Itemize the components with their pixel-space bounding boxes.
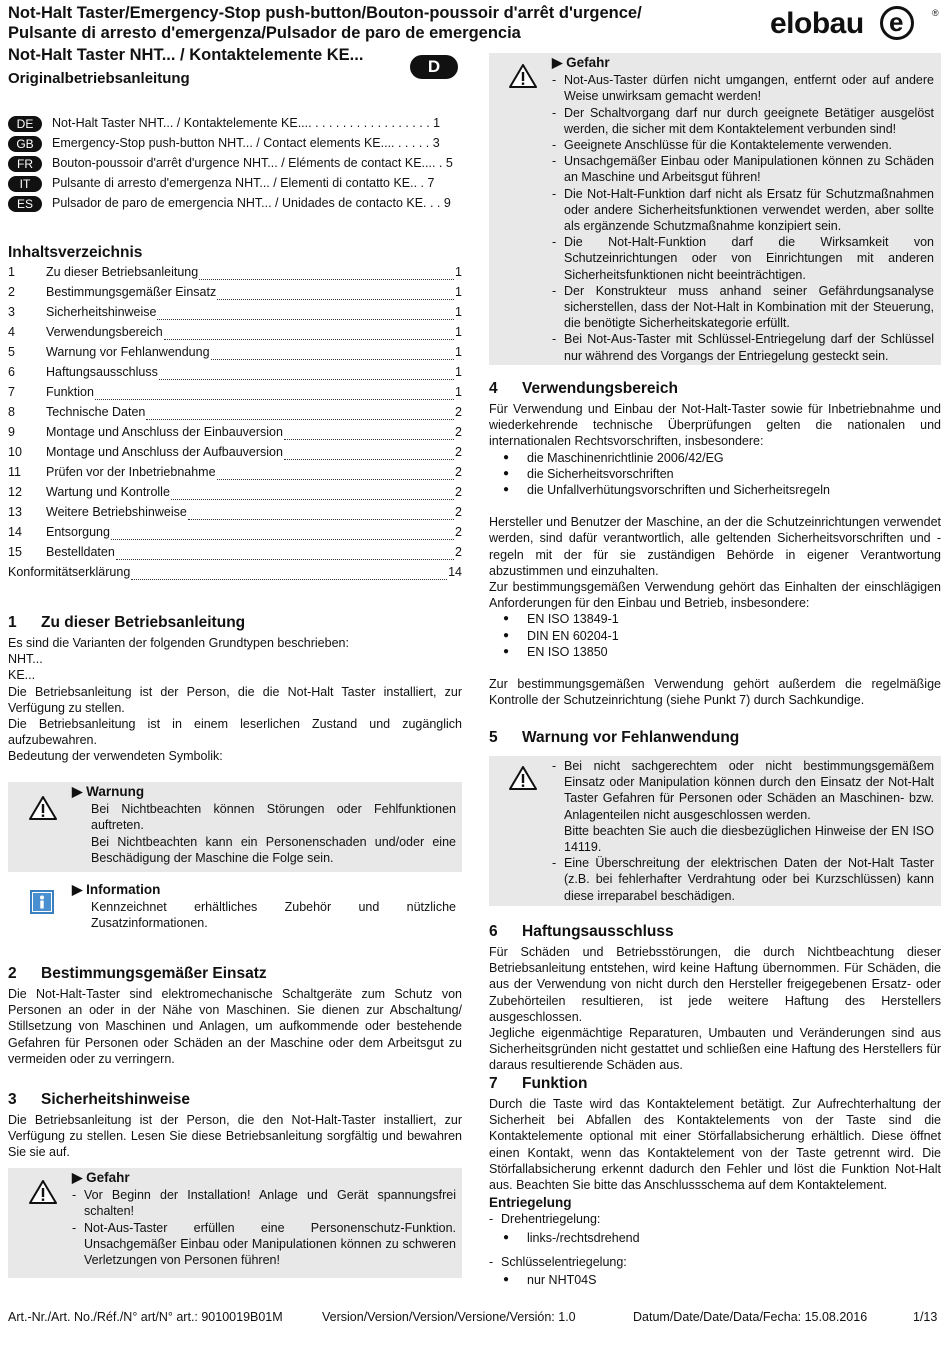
s1-p5: Die Betriebsanleitung ist in einem leserlichen Zustand und zugänglich aufzubewahren. [8,717,462,748]
toc-leader [157,305,454,320]
arrow-right-icon: ▶ [72,784,87,799]
toc-number: 12 [8,485,22,499]
danger-title: ▶ Gefahr [552,55,610,70]
lang-text: Emergency-Stop push-button NHT... / Contact elements KE.... . . . . . 3 [52,136,440,151]
warning-line-1: Bei Nichtbeachten können Störungen oder Fehlfunktionen auftreten. [91,802,456,833]
lang-code: FR [8,156,42,172]
lang-text: Pulsante di arresto d'emergenza NHT... / Elementi di contatto KE.. . 7 [52,176,435,191]
danger-item: - Bei Not-Aus-Taster mit Schlüssel-Entriegelung darf der Schlüssel nur während des Vorgangs der Entriegelung gesteckt sein. [552,331,934,363]
misuse-warning-box [489,756,941,906]
toc-item[interactable] [8,325,462,345]
s6-p1: Für Schäden und Betriebsstörungen, die durch Nichtbeachtung dieser Betriebsanleitung entstehen, wird keine Haftung übernommen. Für Schäden, die aus der Verwendung von nicht durch den Hersteller freigegebenen Ersatz- oder Zubehörteilen resultieren, ist jede weitere Haftung des Herstellers ausgeschlossen. [489,945,941,1024]
toc-number: 6 [8,365,15,379]
section-7-heading: 7 Funktion [489,1075,588,1092]
toc-leader [188,505,454,520]
toc-item[interactable] [8,505,462,525]
toc-page: 2 [455,445,462,459]
section-4-body [489,401,941,708]
toc-page: 2 [455,485,462,499]
toc-label: Haftungsausschluss [46,365,158,379]
toc-number: 1 [8,265,15,279]
logo-e-icon: e [880,6,914,40]
s4-p4: Zur bestimmungsgemäßen Verwendung gehört außerdem die regelmäßige Kontrolle der Schutzeinrichtung (siehe Punkt 7) durch Sachkundige. [489,677,941,708]
warning-line-2: Bei Nichtbeachten kann ein Personenschaden und/oder eine Beschädigung der Maschine die Folge sein. [91,834,456,865]
list-item: ● links-/rechtsdrehend [489,1230,941,1246]
danger-item: - Die Not-Halt-Funktion darf nicht als Ersatz für Schutzmaßnahmen oder andere Sicherheitsfunktionen verwendet werden, aber sollte als ergänzende Schutzmaßnahme konzipiert sein. [552,186,934,235]
toc-leader [211,345,455,360]
toc-label: Bestelldaten [46,545,115,559]
footer-version: Version/Version/Version/Versione/Versión: 1.0 [322,1310,576,1324]
section-1-heading: 1 Zu dieser Betriebsanleitung [8,614,246,631]
toc-leader [217,285,454,300]
toc-number: 2 [8,285,15,299]
toc-leader [171,485,454,500]
s4-p2: Hersteller und Benutzer der Maschine, an der die Schutzeinrichtungen verwendet werden, sind dafür verantwortlich, alle geltenden Sicherheitsvorschriften und -regeln mit der für sie zuständigen Behörde in eigener Verantwortung abzustimmen und einzuhalten. [489,515,941,578]
s1-p4: Die Betriebsanleitung ist der Person, die die Not-Halt Taster installiert, zur Verfügung zu stellen. [8,684,462,715]
document-title [8,3,748,43]
s7-p1: Durch die Taste wird das Kontaktelement betätigt. Zur Aufrechterhaltung der Sicherheit bei Abfallen des Kontaktelements von der Taste sind die Kontaktelemente optional mit einer Störfallabsicherung erhältlich. Diese öffnet einen Kontakt, wenn das Kontaktelement von der Taste getrennt wird. Die Störfallabsicherung erkennt dadurch den Fehler und löst die Funktion Not-Halt aus. Beachten Sie bitte das Anschlussschema auf dem Kontaktelement. [489,1097,941,1193]
toc-number: 3 [8,305,15,319]
toc-number: 10 [8,445,22,459]
toc-item[interactable] [8,365,462,385]
toc-leader [131,565,447,580]
lang-code: DE [8,116,42,132]
toc-leader [164,325,454,340]
lang-code: GB [8,136,42,152]
misuse-item: - Bei nicht sachgerechtem oder nicht bestimmungsgemäßem Einsatz oder Manipulation können durch den Einsatz der Not-Halt Taster Gefahren für Personen oder Schäden an Maschinen- bzw. Anlagenteilen nicht ausgeschlossen werden. Bitte beachten Sie auch die diesbezüglichen Hinweise der EN ISO 14119. [552,758,934,855]
danger-title: ▶ Gefahr [72,1170,130,1185]
toc-page: 1 [455,305,462,319]
unlock-type: - Schlüsselentriegelung: [489,1254,941,1270]
danger-box-right [489,53,941,365]
section-6-heading: 6 Haftungsausschluss [489,923,674,940]
section-1-body [8,635,462,765]
toc-page: 1 [455,365,462,379]
language-row-gb[interactable] [8,135,462,153]
toc-label: Konformitätserklärung [8,565,131,579]
section-4-heading: 4 Verwendungsbereich [489,380,678,397]
arrow-right-icon: ▶ [72,882,87,897]
toc-heading: Inhaltsverzeichnis [8,244,143,261]
toc-label: Prüfen vor der Inbetriebnahme [46,465,216,479]
elobau-logo [770,6,942,42]
information-title: ▶ Information [72,882,161,897]
language-badge: D [410,55,458,79]
s1-p1: Es sind die Varianten der folgenden Grundtypen beschrieben: [8,636,349,650]
toc-item[interactable] [8,525,462,545]
toc-label: Bestimmungsgemäßer Einsatz [46,285,217,299]
registered-mark: ® [932,8,939,18]
danger-item: - Not-Aus-Taster dürfen nicht umgangen, entfernt oder auf andere Weise unwirksam gemacht werden! [552,72,934,104]
unlocking-heading: Entriegelung [489,1195,572,1211]
lang-text: Not-Halt Taster NHT... / Kontaktelemente KE.... . . . . . . . . . . . . . . . . . 1 [52,116,441,131]
title-line-1: Not-Halt Taster/Emergency-Stop push-button/Bouton-poussoir d'arrêt d'urgence/ [8,4,642,22]
toc-leader [217,465,455,480]
list-item: ● EN ISO 13850 [489,644,941,660]
toc-number: 4 [8,325,15,339]
footer-date: Datum/Date/Date/Data/Fecha: 15.08.2016 [633,1310,868,1324]
footer-page-number: 1/13 [913,1310,938,1324]
section-3-body: Die Betriebsanleitung ist der Person, die den Not-Halt-Taster installiert, zur Verfügung zu stellen. Lesen Sie diese Betriebsanleitung sorgfältig und bewahren Sie sie auf. [8,1113,462,1160]
section-7-body [489,1096,941,1288]
manual-type: Originalbetriebsanleitung [8,70,190,87]
list-item: ● EN ISO 13849-1 [489,611,941,627]
warning-box [8,782,462,872]
toc-page: 14 [448,565,462,579]
toc-number: 9 [8,425,15,439]
toc-leader [199,265,454,280]
toc-page: 1 [455,325,462,339]
toc-page: 2 [455,525,462,539]
toc-item[interactable] [8,265,462,285]
toc-leader [116,545,454,560]
footer-article-number: Art.-Nr./Art. No./Réf./N° art/N° art.: 9010019B01M [8,1310,283,1324]
title-line-2: Pulsante di arresto d'emergenza/Pulsador de paro de emergencia [8,24,521,42]
toc-number: 7 [8,385,15,399]
toc-label: Wartung und Kontrolle [46,485,170,499]
list-item: ● DIN EN 60204-1 [489,628,941,644]
toc-item-conformity[interactable] [8,565,462,585]
language-row-de[interactable] [8,115,462,133]
danger-item: - Unsachgemäßer Einbau oder Manipulationen können zu Schäden an Maschine und Arbeitsgut führen! [552,153,934,185]
toc-leader [284,445,454,460]
toc-item[interactable] [8,465,462,485]
toc-leader [111,525,454,540]
toc-leader [159,365,454,380]
list-item: ● die Maschinenrichtlinie 2006/42/EG [489,450,941,466]
s1-p6: Bedeutung der verwendeten Symbolik: [8,749,223,764]
toc-page: 1 [455,265,462,279]
toc-label: Sicherheitshinweise [46,305,157,319]
lang-code: IT [8,176,42,192]
toc-page: 2 [455,465,462,479]
unlock-type: - Drehentriegelung: [489,1211,941,1227]
toc-item[interactable] [8,305,462,325]
s4-p1: Für Verwendung und Einbau der Not-Halt-Taster sowie für Inbetriebnahme und wiederkehrende technische Überprüfungen gelten die nationalen und internationalen Rechtsvorschriften, insbesondere: [489,402,941,449]
toc-page: 2 [455,505,462,519]
toc-number: 13 [8,505,22,519]
toc-page: 2 [455,545,462,559]
warning-triangle-icon [29,795,57,821]
danger-item: - Die Not-Halt-Funktion darf die Wirksamkeit von Schutzeinrichtungen oder von Einrichtungen mit anderen Sicherheitsfunktionen nicht beeinträchtigen. [552,234,934,283]
danger-item: - Der Schaltvorgang darf nur durch geeignete Betätiger ausgelöst werden, die sicher mit dem Kontaktelement verbunden sind! [552,105,934,137]
toc-leader [95,385,454,400]
toc-label: Zu dieser Betriebsanleitung [46,265,199,279]
warning-triangle-icon [29,1179,57,1205]
danger-item: - Vor Beginn der Installation! Anlage und Gerät spannungsfrei schalten! [72,1187,456,1219]
information-box [8,880,462,934]
toc-item[interactable] [8,345,462,365]
toc-page: 2 [455,405,462,419]
toc-number: 14 [8,525,22,539]
toc-item[interactable] [8,545,462,565]
toc-item[interactable] [8,485,462,505]
lang-text: Bouton-poussoir d'arrêt d'urgence NHT... / Eléments de contact KE.... . 5 [52,156,453,171]
language-row-es[interactable] [8,195,462,213]
toc-page: 1 [455,345,462,359]
language-row-fr[interactable] [8,155,462,173]
warning-triangle-icon [509,63,537,89]
toc-item[interactable] [8,285,462,305]
lang-code: ES [8,196,42,212]
misuse-item: - Eine Überschreitung der elektrischen Daten der Not-Halt Taster (z.B. bei fehlerhafter Verdrahtung oder bei Kurzschlüssen) kann diese irreparabel beschädigen. [552,855,934,904]
toc-item[interactable] [8,405,462,425]
s4-p3: Zur bestimmungsgemäßen Verwendung gehört das Einhalten der einschlägigen Anforderungen für den Einbau und Betrieb, insbesondere: [489,580,941,611]
toc-leader [284,425,454,440]
toc-label: Montage und Anschluss der Aufbauversion [46,445,283,459]
toc-label: Montage und Anschluss der Einbauversion [46,425,283,439]
section-6-body [489,944,941,1074]
toc-page: 1 [455,385,462,399]
toc-label: Entsorgung [46,525,110,539]
toc-item[interactable] [8,385,462,405]
toc-number: 8 [8,405,15,419]
section-2-heading: 2 Bestimmungsgemäßer Einsatz [8,965,267,982]
toc-label: Verwendungsbereich [46,325,163,339]
s6-p2: Jegliche eigenmächtige Reparaturen, Umbauten und Veränderungen sind aus Sicherheitsgründen nicht gestattet und schließen eine Haftung des Herstellers für daraus resultierende Schäden aus. [489,1026,941,1073]
toc-label: Funktion [46,385,94,399]
danger-item: - Not-Aus-Taster erfüllen eine Personenschutz-Funktion. Unsachgemäßer Einbau oder Manipulationen können zu schweren Verletzungen von Personen führen! [72,1220,456,1269]
logo-text: elobau [770,7,864,40]
warning-title: ▶ Warnung [72,784,145,799]
danger-box-left [8,1168,462,1278]
product-subtitle: Not-Halt Taster NHT... / Kontaktelemente KE... [8,46,364,64]
information-text: Kennzeichnet erhältliches Zubehör und nützliche Zusatzinformationen. [91,900,456,931]
language-row-it[interactable] [8,175,462,193]
arrow-right-icon: ▶ [552,55,567,70]
list-item: ● nur NHT04S [489,1272,941,1288]
toc-label: Warnung vor Fehlanwendung [46,345,210,359]
toc-number: 11 [8,465,21,479]
list-item: ● die Sicherheitsvorschriften [489,466,941,482]
toc-label: Weitere Betriebshinweise [46,505,187,519]
s1-p3: KE... [8,668,36,683]
toc-page: 2 [455,425,462,439]
info-icon [30,890,54,914]
section-2-body: Die Not-Halt-Taster sind elektromechanische Schaltgeräte zum Schutz von Personen an oder in der Nähe von Maschinen. Sie dienen zur Abschaltung/ Stillsetzung von Maschinen und Anlagen, um aufkommende oder bestehende Gefahren für Personen oder Schäden an der Maschine oder dem Arbeitsgut zu vermeiden oder zu verringern. [8,987,462,1066]
warning-triangle-icon [509,765,537,791]
toc-item[interactable] [8,425,462,445]
danger-item: - Geeignete Anschlüsse für die Kontaktelemente verwenden. [552,137,934,153]
toc-number: 15 [8,545,22,559]
section-3-heading: 3 Sicherheitshinweise [8,1091,191,1108]
toc-number: 5 [8,345,15,359]
toc-item[interactable] [8,445,462,465]
s1-p2: NHT... [8,652,43,667]
toc-page: 1 [455,285,462,299]
lang-text: Pulsador de paro de emergencia NHT... / Unidades de contacto KE. . . 9 [52,196,451,211]
danger-item: - Der Konstrukteur muss anhand seiner Gefährdungsanalyse sicherstellen, dass der Not-Halt in Kombination mit der Steuerung, die benötigte Sicherheitskategorie erfüllt. [552,283,934,332]
section-5-heading: 5 Warnung vor Fehlanwendung [489,729,740,746]
list-item: ● die Unfallverhütungsvorschriften und Sicherheitsregeln [489,482,941,498]
arrow-right-icon: ▶ [72,1170,87,1185]
toc-label: Technische Daten [46,405,146,419]
toc-leader [146,405,454,420]
